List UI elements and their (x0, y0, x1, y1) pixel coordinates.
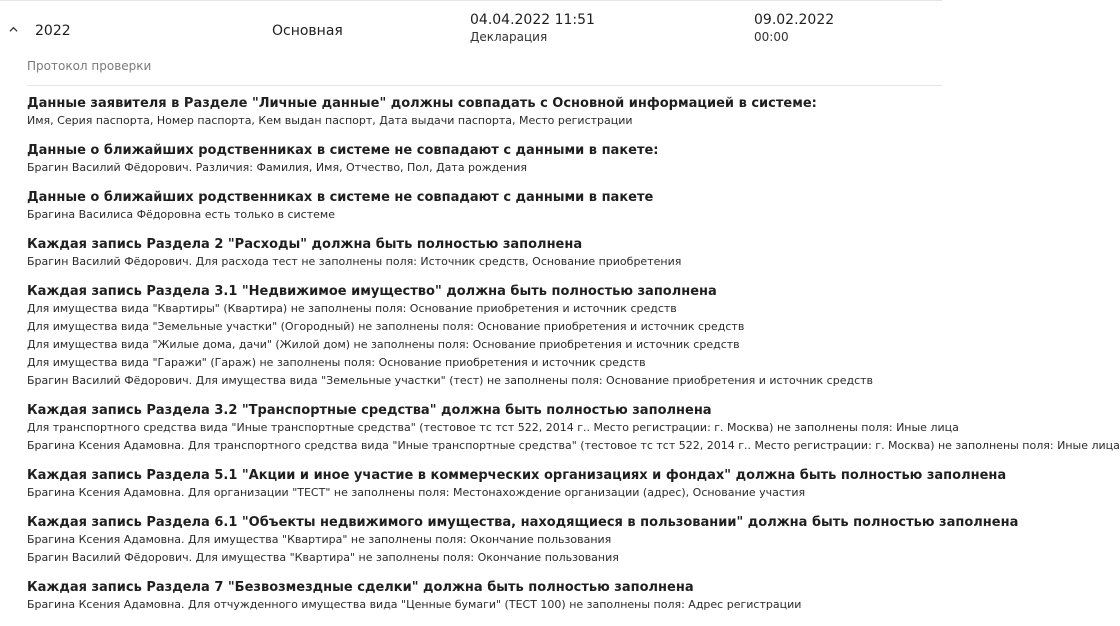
deadline-time: 00:00 (754, 30, 789, 44)
issue-list (27, 95, 1120, 626)
declaration-year: 2022 (35, 23, 71, 39)
issue-title: Каждая запись Раздела 6.1 "Объекты недвижимого имущества, находящиеся в пользовании" должна быть полностью заполнена (27, 515, 1019, 530)
deadline-column (754, 11, 834, 46)
issue-detail: Брагин Василий Фёдорович. Для имущества "Квартира" не заполнены поля: Окончание пользования (27, 551, 619, 564)
issue-title: Данные о ближайших родственниках в системе не совпадают с данными в пакете: (27, 143, 659, 158)
issue-detail: Брагина Ксения Адамовна. Для транспортного средства вида "Иные транспортные средства" (тестовое тс тст 522, 2014 г.. Место регистрации: г. Москва) не заполнены поля: Иные лица (27, 439, 1120, 452)
issue-detail: Брагина Василиса Фёдоровна есть только в системе (27, 208, 335, 221)
issue-item (27, 95, 942, 130)
issue-item (27, 283, 942, 390)
issue-item (27, 579, 942, 614)
issue-item (27, 142, 942, 177)
issue-item (27, 402, 1120, 455)
submitted-date: 04.04.2022 11:51 (470, 12, 595, 28)
issue-detail: Брагин Василий Фёдорович. Различия: Фамилия, Имя, Отчество, Пол, Дата рождения (27, 161, 528, 174)
issue-detail: Для имущества вида "Жилые дома, дачи" (Жилой дом) не заполнены поля: Основание приобретения и источник средств (27, 338, 740, 351)
declaration-row[interactable] (0, 1, 942, 51)
divider (27, 85, 942, 86)
issue-detail: Для имущества вида "Гаражи" (Гараж) не заполнены поля: Основание приобретения и источник средств (27, 356, 646, 369)
issue-detail: Для имущества вида "Земельные участки" (Огородный) не заполнены поля: Основание приобретения и источник средств (27, 320, 745, 333)
issue-detail: Брагин Василий Фёдорович. Для расхода тест не заполнены поля: Источник средств, Основание приобретения (27, 255, 682, 268)
issue-title: Каждая запись Раздела 7 "Безвозмездные сделки" должна быть полностью заполнена (27, 580, 694, 595)
issue-detail: Для имущества вида "Квартиры" (Квартира) не заполнены поля: Основание приобретения и источник средств (27, 302, 677, 315)
issue-title: Каждая запись Раздела 2 "Расходы" должна быть полностью заполнена (27, 237, 583, 252)
issue-detail: Для транспортного средства вида "Иные транспортные средства" (тестовое тс тст 522, 2014 г.. Место регистрации: г. Москва) не заполнены поля: Иные лица (27, 421, 959, 434)
issue-title: Каждая запись Раздела 3.1 "Недвижимое имущество" должна быть полностью заполнена (27, 284, 717, 299)
issue-detail: Брагин Василий Фёдорович. Для имущества вида "Земельные участки" (тест) не заполнены поля: Основание приобретения и источник средств (27, 374, 874, 387)
issue-item (27, 514, 1019, 567)
declaration-type: Основная (272, 23, 343, 39)
deadline-date: 09.02.2022 (754, 12, 835, 28)
submitted-label: Декларация (470, 30, 548, 44)
protocol-label: Протокол проверки (27, 59, 152, 73)
issue-item (27, 189, 942, 224)
chevron-up-icon[interactable] (9, 25, 18, 34)
issue-title: Каждая запись Раздела 3.2 "Транспортные средства" должна быть полностью заполнена (27, 403, 712, 418)
issue-detail: Брагина Ксения Адамовна. Для имущества "Квартира" не заполнены поля: Окончание пользования (27, 533, 612, 546)
issue-detail: Брагина Ксения Адамовна. Для организации "ТЕСТ" не заполнены поля: Местонахождение организации (адрес), Основание участия (27, 486, 806, 499)
submitted-column (470, 11, 595, 46)
issue-item (27, 467, 1007, 502)
issue-item (27, 236, 942, 271)
issue-title: Данные о ближайших родственниках в системе не совпадают с данными в пакете (27, 190, 654, 205)
issue-title: Каждая запись Раздела 5.1 "Акции и иное участие в коммерческих организациях и фондах" должна быть полностью заполнена (27, 468, 1007, 483)
issue-title: Данные заявителя в Разделе "Личные данные" должны совпадать с Основной информацией в системе: (27, 96, 817, 111)
issue-detail: Имя, Серия паспорта, Номер паспорта, Кем выдан паспорт, Дата выдачи паспорта, Место регистрации (27, 114, 633, 127)
issue-detail: Брагина Ксения Адамовна. Для отчужденного имущества вида "Ценные бумаги" (ТЕСТ 100) не заполнены поля: Адрес регистрации (27, 598, 802, 611)
